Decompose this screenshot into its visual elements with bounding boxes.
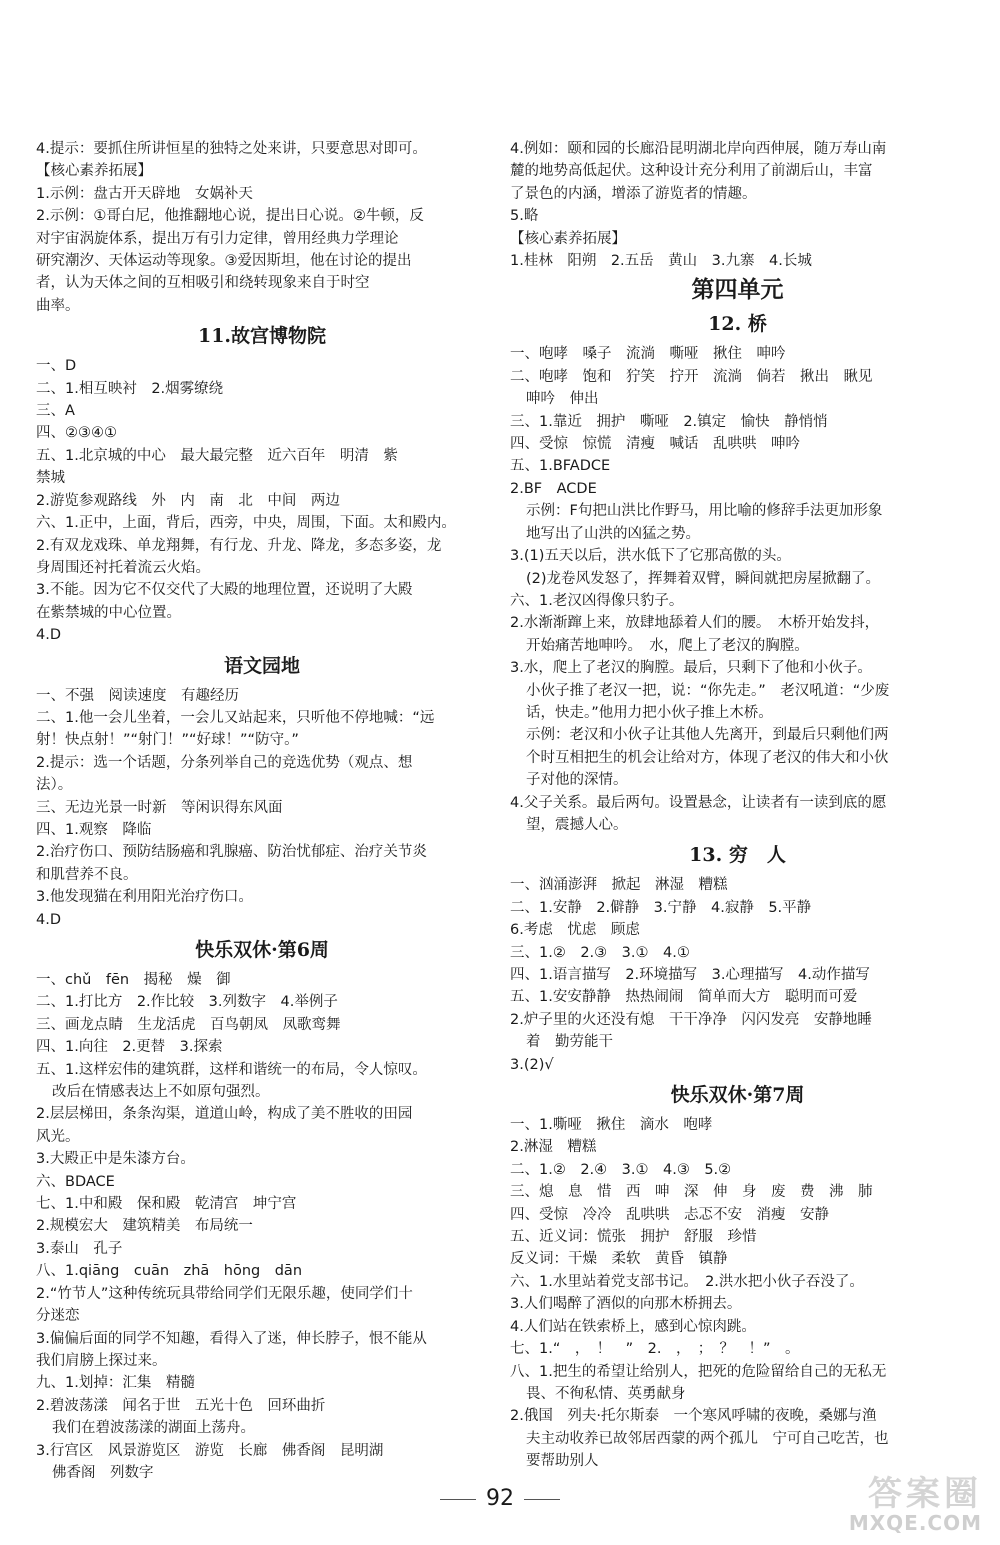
- answer-line: 五、1.安安静静 热热闹闹 简单而大方 聪明而可爱: [510, 989, 858, 1006]
- answer-line: 四、受惊 惊慌 清瘦 喊话 乱哄哄 呻吟: [510, 436, 800, 453]
- answer-line: 二、1.安静 2.僻静 3.宁静 4.寂静 5.平静: [510, 899, 812, 916]
- answer-line: 曲率。: [36, 297, 80, 314]
- answer-line: 五、1.BFADCE: [510, 458, 611, 475]
- answer-line: 2.有双龙戏珠、单龙翔舞，有行龙、升龙、降龙，多态多姿，龙: [36, 537, 442, 554]
- answer-line: 2.游览参观路线 外 内 南 北 中间 两边: [36, 492, 340, 509]
- answer-line: 四、1.语言描写 2.环境描写 3.心理描写 4.动作描写: [510, 967, 870, 983]
- left-column: [36, 138, 488, 1484]
- answer-line: 对宇宙涡旋体系，提出万有引力定律，曾用经典力学理论: [36, 230, 399, 247]
- section-heading: 快乐双休·第7周: [670, 1084, 805, 1107]
- answer-line: 2.层层梯田，条条沟渠，道道山岭，构成了美不胜收的田园: [36, 1106, 413, 1123]
- answer-line: 研究潮汐、天体运动等现象。③爱因斯坦，他在讨论的提出: [36, 253, 412, 270]
- watermark-text: 答案圈: [868, 1474, 982, 1514]
- page-number-text: 92: [486, 1486, 514, 1511]
- answer-line: 五、近义词：慌张 拥护 舒服 珍惜: [510, 1229, 757, 1246]
- page-number-dash-right: [524, 1499, 560, 1500]
- answer-line: 示例：F句把山洪比作野马，用比喻的修辞手法更加形象: [526, 503, 883, 520]
- answer-line: 九、1.划掉：汇集 精髓: [36, 1375, 195, 1392]
- answer-line: 三、1.② 2.③ 3.① 4.①: [510, 944, 690, 961]
- answer-line: 望，震撼人心。: [526, 816, 628, 833]
- answer-line: 2.水渐渐蹿上来，放肆地舔着人们的腰。 木桥开始发抖，: [510, 615, 880, 632]
- answer-line: 一、D: [36, 358, 77, 375]
- answer-line: 麓的地势高低起伏。这种设计充分利用了前湖后山，丰富: [510, 163, 873, 180]
- answer-line: 分迷恋: [36, 1308, 80, 1325]
- answer-line: 六、1.水里站着党支部书记。 2.洪水把小伙子吞没了。: [510, 1273, 864, 1290]
- answer-line: 3.(2)√: [510, 1056, 554, 1073]
- answer-line: 2.俄国 列夫·托尔斯泰 一个寒风呼啸的夜晚，桑娜与渔: [510, 1408, 877, 1425]
- watermark-url: MXQE.COM: [848, 1511, 982, 1535]
- answer-line: 2.BF ACDE: [510, 480, 597, 497]
- answer-line: 我们在碧波荡漾的湖面上荡舟。: [52, 1420, 255, 1437]
- answer-line: 2.示例：①哥白尼，他推翻地心说，提出日心说。②牛顿，反: [36, 208, 424, 225]
- section-heading: 12. 桥: [708, 313, 767, 336]
- answer-line: 八、1.把生的希望让给别人，把死的危险留给自己的无私无: [510, 1363, 887, 1380]
- answer-line: 一、汹涌澎湃 掀起 淋湿 糟糕: [510, 877, 728, 894]
- answer-line: 3.不能。因为它不仅交代了大殿的地理位置，还说明了大殿: [36, 582, 413, 599]
- answer-line: 3.水，爬上了老汉的胸膛。最后，只剩下了他和小伙子。: [510, 660, 872, 677]
- answer-line: 二、1.打比方 2.作比较 3.列数字 4.举例子: [36, 994, 338, 1011]
- answer-line: 二、1.② 2.④ 3.① 4.③ 5.②: [510, 1161, 732, 1178]
- answer-line: 小伙子推了老汉一把，说：“你先走。” 老汉吼道：“少废: [526, 682, 890, 699]
- answer-line: 1.桂林 阳朔 2.五岳 黄山 3.九寨 4.长城: [510, 253, 812, 270]
- answer-line: 禁城: [36, 470, 65, 487]
- answer-line: 二、1.他一会儿坐着，一会儿又站起来，只听他不停地喊：“远: [36, 709, 435, 726]
- answer-line: 6.考虑 忧虑 顾虑: [510, 922, 640, 939]
- answer-line: 3.偏偏后面的同学不知趣，看得入了迷，伸长脖子，恨不能从: [36, 1330, 427, 1347]
- answer-line: 2.规模宏大 建筑精美 布局统一: [36, 1218, 253, 1235]
- answer-line: 2.治疗伤口、预防结肠癌和乳腺癌、防治忧郁症、治疗关节炎: [36, 844, 427, 861]
- answer-line: 3.人们喝醉了酒似的向那木桥拥去。: [510, 1296, 742, 1313]
- answer-line: 反义词：干燥 柔软 黄昏 镇静: [510, 1251, 728, 1268]
- answer-line: 话，快走。”他用力把小伙子推上木桥。: [526, 704, 773, 721]
- answer-line: 四、受惊 冷冷 乱哄哄 忐忑不安 消瘦 安静: [510, 1206, 829, 1223]
- answer-line: 呻吟 伸出: [526, 391, 599, 408]
- answer-line: 3.大殿正中是朱漆方台。: [36, 1151, 195, 1168]
- section-heading: 11.故宫博物院: [197, 325, 327, 348]
- answer-line: 4.提示：要抓住所讲恒星的独特之处来讲，只要意思对即可。: [36, 141, 427, 157]
- answer-line: 2.炉子里的火还没有熄 干干净净 闪闪发亮 安静地睡: [510, 1011, 872, 1028]
- answer-line: 三、画龙点睛 生龙活虎 百鸟朝凤 凤歌鸾舞: [36, 1016, 341, 1033]
- watermark-logo: [832, 1476, 982, 1538]
- answer-line: 了景色的内涵，增添了游览者的情趣。: [510, 185, 757, 202]
- answer-line: 2.碧波荡漾 闻名于世 五光十色 回环曲折: [36, 1397, 326, 1414]
- answer-line: 一、1.嘶哑 揪住 滴水 咆哮: [510, 1117, 713, 1134]
- answer-line: 六、BDACE: [36, 1173, 115, 1190]
- answer-line: 2.“竹节人”这种传统玩具带给同学们无限乐趣，使同学们十: [36, 1285, 413, 1302]
- answer-line: 子对他的深情。: [526, 772, 628, 789]
- answer-line: 地写出了山洪的凶猛之势。: [526, 525, 700, 542]
- answer-line: 【核心素养拓展】: [36, 163, 152, 180]
- answer-line: 一、不强 阅读速度 有趣经历: [36, 687, 239, 704]
- answer-line: 4.D: [36, 627, 61, 644]
- answer-line: 畏、不徇私情、英勇献身: [526, 1385, 686, 1402]
- answer-line: 三、熄 息 惜 西 呻 深 伸 身 废 费 沸 肺: [510, 1184, 873, 1201]
- answer-line: 七、1.“ ， ！ ” 2. ， ； ？ ！” 。: [510, 1341, 800, 1358]
- answer-line: 七、1.中和殿 保和殿 乾清宫 坤宁宫: [36, 1196, 297, 1213]
- answer-line: 3.泰山 孔子: [36, 1240, 123, 1257]
- answer-line: 着 勤劳能干: [526, 1034, 613, 1051]
- answer-line: 者，认为天体之间的互相吸引和绕转现象来自于时空: [36, 275, 370, 292]
- answer-line: 四、1.观察 降临: [36, 821, 152, 838]
- answer-line: 八、1.qiāng cuān zhā hōng dān: [36, 1263, 303, 1280]
- answer-line: 身周围还衬托着流云火焰。: [36, 559, 210, 576]
- answer-line: 示例：老汉和小伙子让其他人先离开，到最后只剩他们两: [526, 727, 889, 744]
- answer-line: 4.人们站在铁索桥上，感到心惊肉跳。: [510, 1318, 756, 1335]
- answer-line: 1.示例：盘古开天辟地 女娲补天: [36, 185, 253, 202]
- answer-line: 改后在情感表达上不如原句强烈。: [52, 1084, 270, 1101]
- answer-line: 个时互相把生的机会让给对方，体现了老汉的伟大和小伙: [526, 749, 889, 766]
- answer-line: 二、1.相互映衬 2.烟雾缭绕: [36, 380, 224, 397]
- answer-line: 佛香阁 列数字: [52, 1464, 154, 1481]
- answer-line: 和肌营养不良。: [36, 866, 138, 883]
- answer-line: 五、1.北京城的中心 最大最完整 近六百年 明清 紫: [36, 447, 398, 464]
- answer-line: 要帮助别人: [526, 1453, 599, 1470]
- answer-line: 风光。: [36, 1128, 80, 1145]
- answer-line: 3.他发现猫在利用阳光治疗伤口。: [36, 889, 253, 906]
- answer-line: 开始痛苦地呻吟。 水，爬上了老汉的胸膛。: [526, 637, 809, 654]
- unit-heading: 第四单元: [691, 276, 784, 304]
- answer-line: 法）。: [36, 777, 73, 794]
- answer-line: 4.D: [36, 911, 61, 928]
- section-heading: 语文园地: [223, 654, 300, 677]
- answer-line: 二、咆哮 饱和 狞笑 拧开 流淌 倘若 揪出 瞅见: [510, 368, 873, 385]
- answer-line: 一、咆哮 嗓子 流淌 嘶哑 揪住 呻吟: [510, 346, 786, 363]
- answer-line: 3.行宫区 风景游览区 游览 长廊 佛香阁 昆明湖: [36, 1442, 384, 1459]
- answer-line: 2.淋湿 糟糕: [510, 1139, 597, 1156]
- answer-line: 四、②③④①: [36, 425, 117, 442]
- answer-line: 六、1.正中，上面，背后，西旁，中央，周围，下面。太和殿内。: [36, 515, 456, 532]
- page-number-dash-left: [440, 1499, 476, 1500]
- answer-line: 4.父子关系。最后两句。设置悬念，让读者有一读到底的愿: [510, 794, 887, 811]
- answer-line: (2)龙卷风发怒了，挥舞着双臂，瞬间就把房屋掀翻了。: [526, 570, 881, 587]
- answer-line: 4.例如：颐和园的长廊沿昆明湖北岸向西伸展，随万寿山南: [510, 141, 887, 157]
- answer-line: 三、1.靠近 拥护 嘶哑 2.镇定 愉快 静悄悄: [510, 413, 828, 430]
- answer-line: 5.略: [510, 208, 539, 225]
- section-heading: 13. 穷 人: [689, 844, 786, 867]
- answer-line: 一、chǔ fēn 揭秘 燥 御: [36, 972, 231, 988]
- answer-line: 我们肩膀上探过来。: [36, 1352, 167, 1369]
- section-heading: 快乐双休·第6周: [195, 939, 329, 961]
- answer-line: 四、1.向往 2.更替 3.探索: [36, 1039, 223, 1056]
- answer-line: 三、无边光景一时新 等闲识得东风面: [36, 799, 283, 816]
- answer-line: 3.(1)五天以后，洪水低下了它那高傲的头。: [510, 548, 791, 565]
- right-column: [510, 138, 965, 1473]
- answer-line: 五、1.这样宏伟的建筑群，这样和谐统一的布局，令人惊叹。: [36, 1061, 427, 1078]
- answer-line: 六、1.老汉凶得像只豹子。: [510, 592, 684, 609]
- answer-line: 夫主动收养已故邻居西蒙的两个孤儿 宁可自己吃苦，也: [526, 1430, 889, 1447]
- answer-line: 射！快点射！”“射门！”“好球！”“防守。”: [36, 732, 299, 749]
- answer-line: 2.提示：选一个话题，分条列举自己的竞选优势（观点、想: [36, 754, 413, 771]
- answer-line: 三、A: [36, 403, 75, 420]
- answer-line: 在紫禁城的中心位置。: [36, 604, 181, 621]
- answer-line: 【核心素养拓展】: [510, 230, 626, 247]
